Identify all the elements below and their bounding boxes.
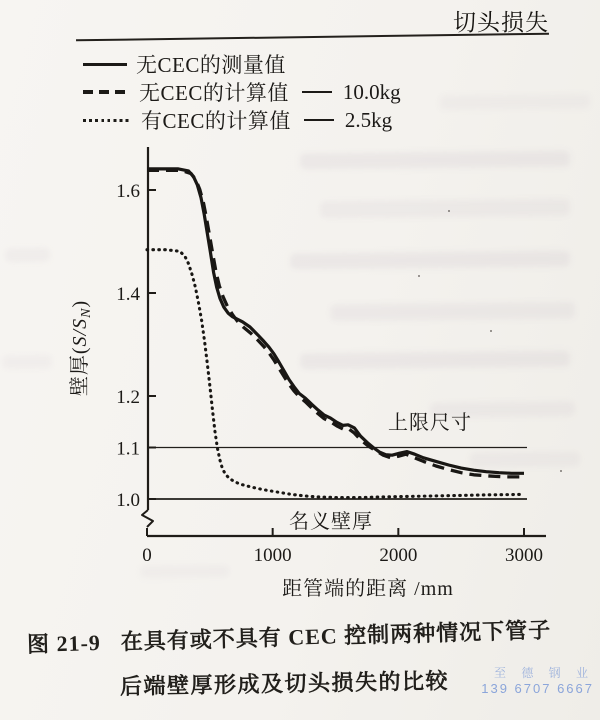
legend-label: 无CEC的计算值 bbox=[139, 81, 289, 105]
svg-text:0: 0 bbox=[142, 545, 152, 566]
y-axis-title bbox=[68, 300, 94, 396]
watermark bbox=[481, 664, 594, 696]
x-axis-title: 距管端的距离 /mm bbox=[282, 578, 454, 600]
header-note-cut-head-loss: 切头损失 bbox=[453, 10, 549, 35]
y-axis-break bbox=[142, 510, 153, 527]
svg-text:壁厚(S/SN): 壁厚$(S/S_N)$ bbox=[69, 299, 94, 397]
cut-loss-weight: 2.5kg bbox=[344, 107, 393, 132]
data-curves bbox=[147, 169, 524, 498]
series-dotted bbox=[147, 250, 524, 498]
svg-text:1.2: 1.2 bbox=[116, 387, 140, 408]
svg-text:1000: 1000 bbox=[253, 545, 292, 566]
legend-label: 无CEC的测量值 bbox=[136, 53, 286, 77]
caption-line2: 后端壁厚形成及切头损失的比较 bbox=[119, 668, 450, 699]
svg-text:1.0: 1.0 bbox=[116, 490, 140, 511]
axis-tick-labels bbox=[116, 181, 543, 566]
ref-label-upper-limit: 上限尺寸 bbox=[388, 412, 472, 434]
svg-text:1.6: 1.6 bbox=[116, 181, 140, 202]
svg-text:3000: 3000 bbox=[505, 545, 543, 566]
watermark-phone: 139 6707 6667 bbox=[481, 681, 594, 696]
axis-ticks bbox=[147, 190, 524, 536]
cut-loss-weight: 10.0kg bbox=[342, 79, 401, 104]
legend-label: 有CEC的计算值 bbox=[141, 109, 291, 133]
watermark-company: 至 德 钢 业 bbox=[493, 666, 594, 680]
svg-text:1.4: 1.4 bbox=[116, 284, 140, 305]
figure-number: 图 21-9 bbox=[26, 629, 102, 657]
ref-label-nominal-thickness: 名义壁厚 bbox=[289, 511, 373, 533]
svg-text:1.1: 1.1 bbox=[116, 438, 140, 460]
svg-text:2000: 2000 bbox=[379, 545, 418, 566]
caption-line1: 在具有或不具有 CEC 控制两种情况下管子 bbox=[120, 617, 552, 655]
